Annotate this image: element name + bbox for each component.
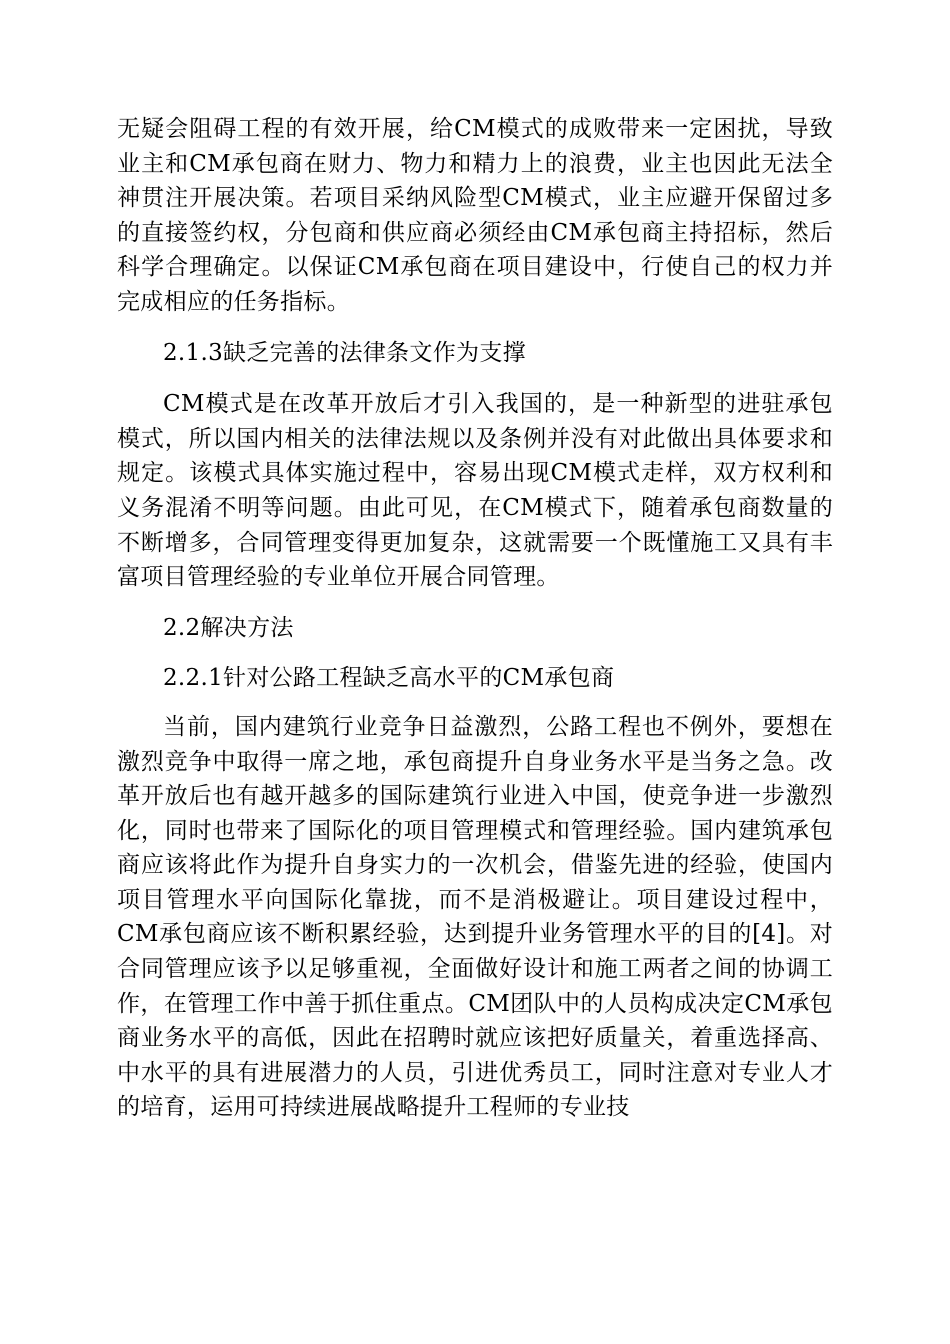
section-heading-2-2-1: 2.2.1针对公路工程缺乏高水平的CM承包商: [163, 665, 615, 692]
paragraph-continuation: 无疑会阻碍工程的有效开展，给CM模式的成败带来一定困扰，导致业主和CM承包商在财力、物力和精力上的浪费，业主也因此无法全神贯注开展决策。若项目采纳风险型CM模式，业主应避开保留过多的直接签约权，分包商和供应商必须经由CM承包商主持招标，然后科学合理确定。以保证CM承包商在项目建设中，行使自己的权力并完成相应的任务指标。: [117, 116, 833, 315]
paragraph-legal-support: CM模式是在改革开放后才引入我国的，是一种新型的进驻承包模式，所以国内相关的法律法规以及条例并没有对此做出具体要求和规定。该模式具体实施过程中，容易出现CM模式走样，双方权利和义务混淆不明等问题。由此可见，在CM模式下，随着承包商数量的不断增多，合同管理变得更加复杂，这就需要一个既懂施工又具有丰富项目管理经验的专业单位开展合同管理。: [117, 391, 833, 591]
section-heading-2-1-3: 2.1.3缺乏完善的法律条文作为支撑: [163, 339, 526, 366]
section-heading-2-2: 2.2解决方法: [163, 614, 294, 641]
paragraph-solution: 当前，国内建筑行业竞争日益激烈，公路工程也不例外，要想在激烈竞争中取得一席之地，承包商提升自身业务水平是当务之急。改革开放后也有越开越多的国际建筑行业进入中国，使竞争进一步激烈化，同时也带来了国际化的项目管理模式和管理经验。国内建筑承包商应该将此作为提升自身实力的一次机会，借鉴先进的经验，使国内项目管理水平向国际化靠拢，而不是消极避让。项目建设过程中，CM承包商应该不断积累经验，达到提升业务管理水平的目的[4]。对合同管理应该予以足够重视，全面做好设计和施工两者之间的协调工作，在管理工作中善于抓住重点。CM团队中的人员构成决定CM承包商业务水平的高低，因此在招聘时就应该把好质量关，着重选择高、中水平的具有进展潜力的人员，引进优秀员工，同时注意对专业人才的培育，运用可持续进展战略提升工程师的专业技: [117, 713, 833, 1121]
document-body: [117, 112, 833, 1125]
